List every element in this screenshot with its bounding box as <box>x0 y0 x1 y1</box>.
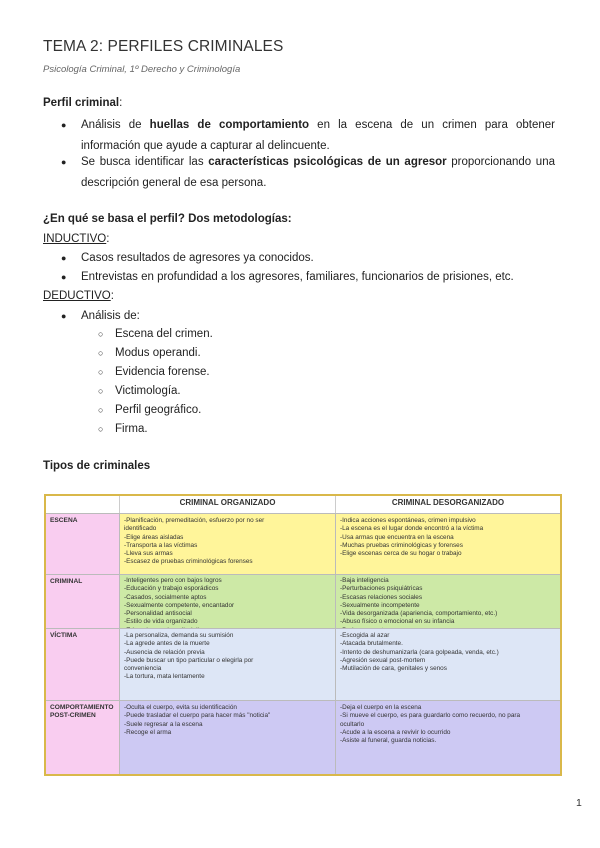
deductivo-label: DEDUCTIVO: <box>43 290 114 302</box>
circle-bullet-icon: ○ <box>98 367 104 377</box>
cell-criminal-organizado: -Inteligentes pero con bajos logros -Educación y trabajo esporádicos -Casados, socialmente aptos -Sexualmente competente, encantador -Personalidad antisocial -Estilo de vida organizado <box>120 574 336 628</box>
cell-escena-organizado: -Planificación, premeditación, esfuerzo por no ser identificado -Elige áreas aisladas -Transporta a las víctimas -Lleva sus armas -Escasez de pruebas criminológicas forenses <box>120 513 336 574</box>
criminal-types-table <box>44 494 562 776</box>
table-corner-cell <box>46 496 120 513</box>
inductivo-item-2: ● Entrevistas en profundidad a los agresores, familiares, funcionarios de prisiones, etc. <box>61 267 555 287</box>
bullet-dot-icon: ● <box>61 157 67 167</box>
row-label-criminal: CRIMINAL <box>46 574 120 628</box>
cell-escena-desorganizado: -Indica acciones espontáneas, crimen impulsivo -La escena es el lugar donde encontró a la víctima -Usa armas que encuentra en la escena -Muchas pruebas criminológicas y forenses -Elige escenas cerca de su hogar o trabajo <box>336 513 560 574</box>
document-subtitle: Psicología Criminal, 1º Derecho y Criminología <box>43 64 241 75</box>
circle-bullet-icon: ○ <box>98 386 104 396</box>
bullet-dot-icon: ● <box>61 272 67 282</box>
row-label-post-crimen: COMPORTAMIENTO POST-CRIMEN <box>46 700 120 774</box>
tipos-heading: Tipos de criminales <box>43 460 151 472</box>
row-label-escena: ESCENA <box>46 513 120 574</box>
circle-bullet-icon: ○ <box>98 329 104 339</box>
document-title: TEMA 2: PERFILES CRIMINALES <box>43 38 284 55</box>
circle-bullet-icon: ○ <box>98 348 104 358</box>
cell-victima-organizado: -La personaliza, demanda su sumisión -La agrede antes de la muerte -Ausencia de relación previa -Puede buscar un tipo particular o elegirla por conveniencia -La tortura, mata lentamente <box>120 628 336 700</box>
perfil-bullet-2: ● Se busca identificar las características psicológicas de un agresor proporcionando una descripción general de esa persona. <box>61 152 555 194</box>
bullet-dot-icon: ● <box>61 120 67 130</box>
header-desorganizado: CRIMINAL DESORGANIZADO <box>336 496 560 513</box>
bullet-dot-icon: ● <box>61 253 67 263</box>
metodologias-heading: ¿En qué se basa el perfil? Dos metodologías: <box>43 213 292 225</box>
page-number: 1 <box>576 797 582 809</box>
deductivo-item: ● Análisis de: <box>61 306 555 326</box>
cell-post-crimen-desorganizado: -Deja el cuerpo en la escena -Si mueve el cuerpo, es para guardarlo como recuerdo, no para ocultarlo -Acude a la escena a revivir lo ocurrido -Asiste al funeral, guarda noticias. <box>336 700 560 774</box>
cell-post-crimen-organizado: -Oculta el cuerpo, evita su identificación -Puede trasladar el cuerpo para hacer más "noticia" -Suele regresar a la escena -Recoge el arma <box>120 700 336 774</box>
circle-bullet-icon: ○ <box>98 405 104 415</box>
cell-victima-desorganizado: -Escogida al azar -Atacada brutalmente. -Intento de deshumanizarla (cara golpeada, venda, etc.) -Agresión sexual post-mortem -Mutilación de cara, genitales y senos <box>336 628 560 700</box>
inductivo-item-1: ● Casos resultados de agresores ya conocidos. <box>61 248 555 268</box>
cell-criminal-desorganizado: -Baja inteligencia -Perturbaciones psiquiátricas -Escasas relaciones sociales -Sexualmente incompetente -Vida desorganizada (apariencia, comportamiento, etc.) -Abuso físico o emocional en su infancia <box>336 574 560 628</box>
inductivo-label: INDUCTIVO: <box>43 233 110 245</box>
bullet-dot-icon: ● <box>61 311 67 321</box>
perfil-bullet-1: ● Análisis de huellas de comportamiento en la escena de un crimen para obtener información que ayude a capturar al delincuente. <box>61 115 555 157</box>
circle-bullet-icon: ○ <box>98 424 104 434</box>
perfil-heading: Perfil criminal: <box>43 97 123 109</box>
header-organizado: CRIMINAL ORGANIZADO <box>120 496 336 513</box>
row-label-victima: VÍCTIMA <box>46 628 120 700</box>
